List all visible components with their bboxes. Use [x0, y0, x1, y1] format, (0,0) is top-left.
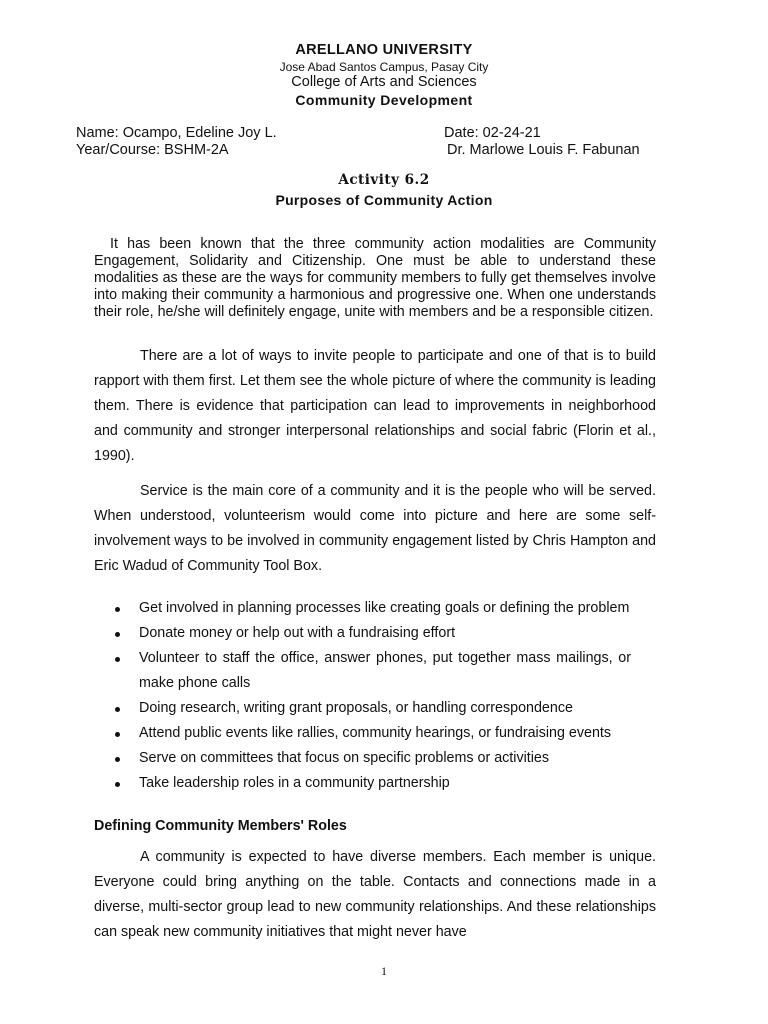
list-item: Doing research, writing grant proposals, or handling correspondence: [94, 696, 664, 721]
intro-paragraph: [94, 236, 656, 321]
university-name: ARELLANO UNIVERSITY: [295, 42, 473, 58]
list-item: Donate money or help out with a fundraising effort: [94, 621, 664, 646]
date: Date: 02-24-21: [444, 125, 541, 141]
list-item: Take leadership roles in a community partnership: [94, 771, 664, 796]
list-item: Attend public events like rallies, community hearings, or fundraising events: [94, 721, 664, 746]
bullet-icon: [115, 707, 120, 712]
student-name: Name: Ocampo, Edeline Joy L.: [76, 125, 277, 141]
college-name: College of Arts and Sciences: [291, 74, 477, 90]
roles-paragraph: A community is expected to have diverse members. Each member is unique. Everyone could bring anything on the table. Contacts and connections made in a diverse, multi-sector group lead to new community relationships. And these relationships can speak new community initiatives that might never have: [94, 849, 656, 940]
bullet-icon: [115, 632, 120, 637]
year-course: Year/Course: BSHM-2A: [76, 142, 229, 158]
bullet-icon: [115, 607, 120, 612]
activity-number: Activity 6.2: [338, 172, 430, 188]
list-item: Serve on committees that focus on specific problems or activities: [94, 746, 664, 771]
bullet-icon: [115, 757, 120, 762]
intro-paragraph-text: It has been known that the three community action modalities are Community Engagement, Solidarity and Citizenship. One must be able to understand these modalities as these are the ways for community members to fully get themselves involve into making their community a harmonious and progressive one. When one understands their role, he/she will definitely engage, unite with members and be a responsible citizen.: [94, 236, 656, 320]
activity-title: Purposes of Community Action: [275, 192, 493, 208]
bullet-icon: [115, 657, 120, 662]
list-item: Volunteer to staff the office, answer phones, put together mass mailings, or make phone calls: [94, 646, 631, 696]
section-heading: Defining Community Members' Roles: [94, 818, 347, 834]
instructor: Dr. Marlowe Louis F. Fabunan: [447, 142, 640, 158]
page-number: 1: [381, 964, 387, 978]
list-item: Get involved in planning processes like creating goals or defining the problem: [94, 596, 664, 621]
bullet-icon: [115, 732, 120, 737]
bullet-icon: [115, 782, 120, 787]
involvement-list: [94, 596, 664, 796]
department-name: Community Development: [295, 92, 473, 108]
service-paragraph: Service is the main core of a community and it is the people who will be served. When understood, volunteerism would come into picture and here are some self-involvement ways to be involved in community engagement listed by Chris Hampton and Eric Wadud of Community Tool Box.: [94, 483, 656, 574]
campus-name: Jose Abad Santos Campus, Pasay City: [279, 60, 489, 74]
participation-paragraph: There are a lot of ways to invite people to participate and one of that is to build rapport with them first. Let them see the whole picture of where the community is leading them. There is evidence that participation can lead to improvements in neighborhood and community and stronger interpersonal relationships and social fabric (Florin et al., 1990).: [94, 348, 656, 464]
